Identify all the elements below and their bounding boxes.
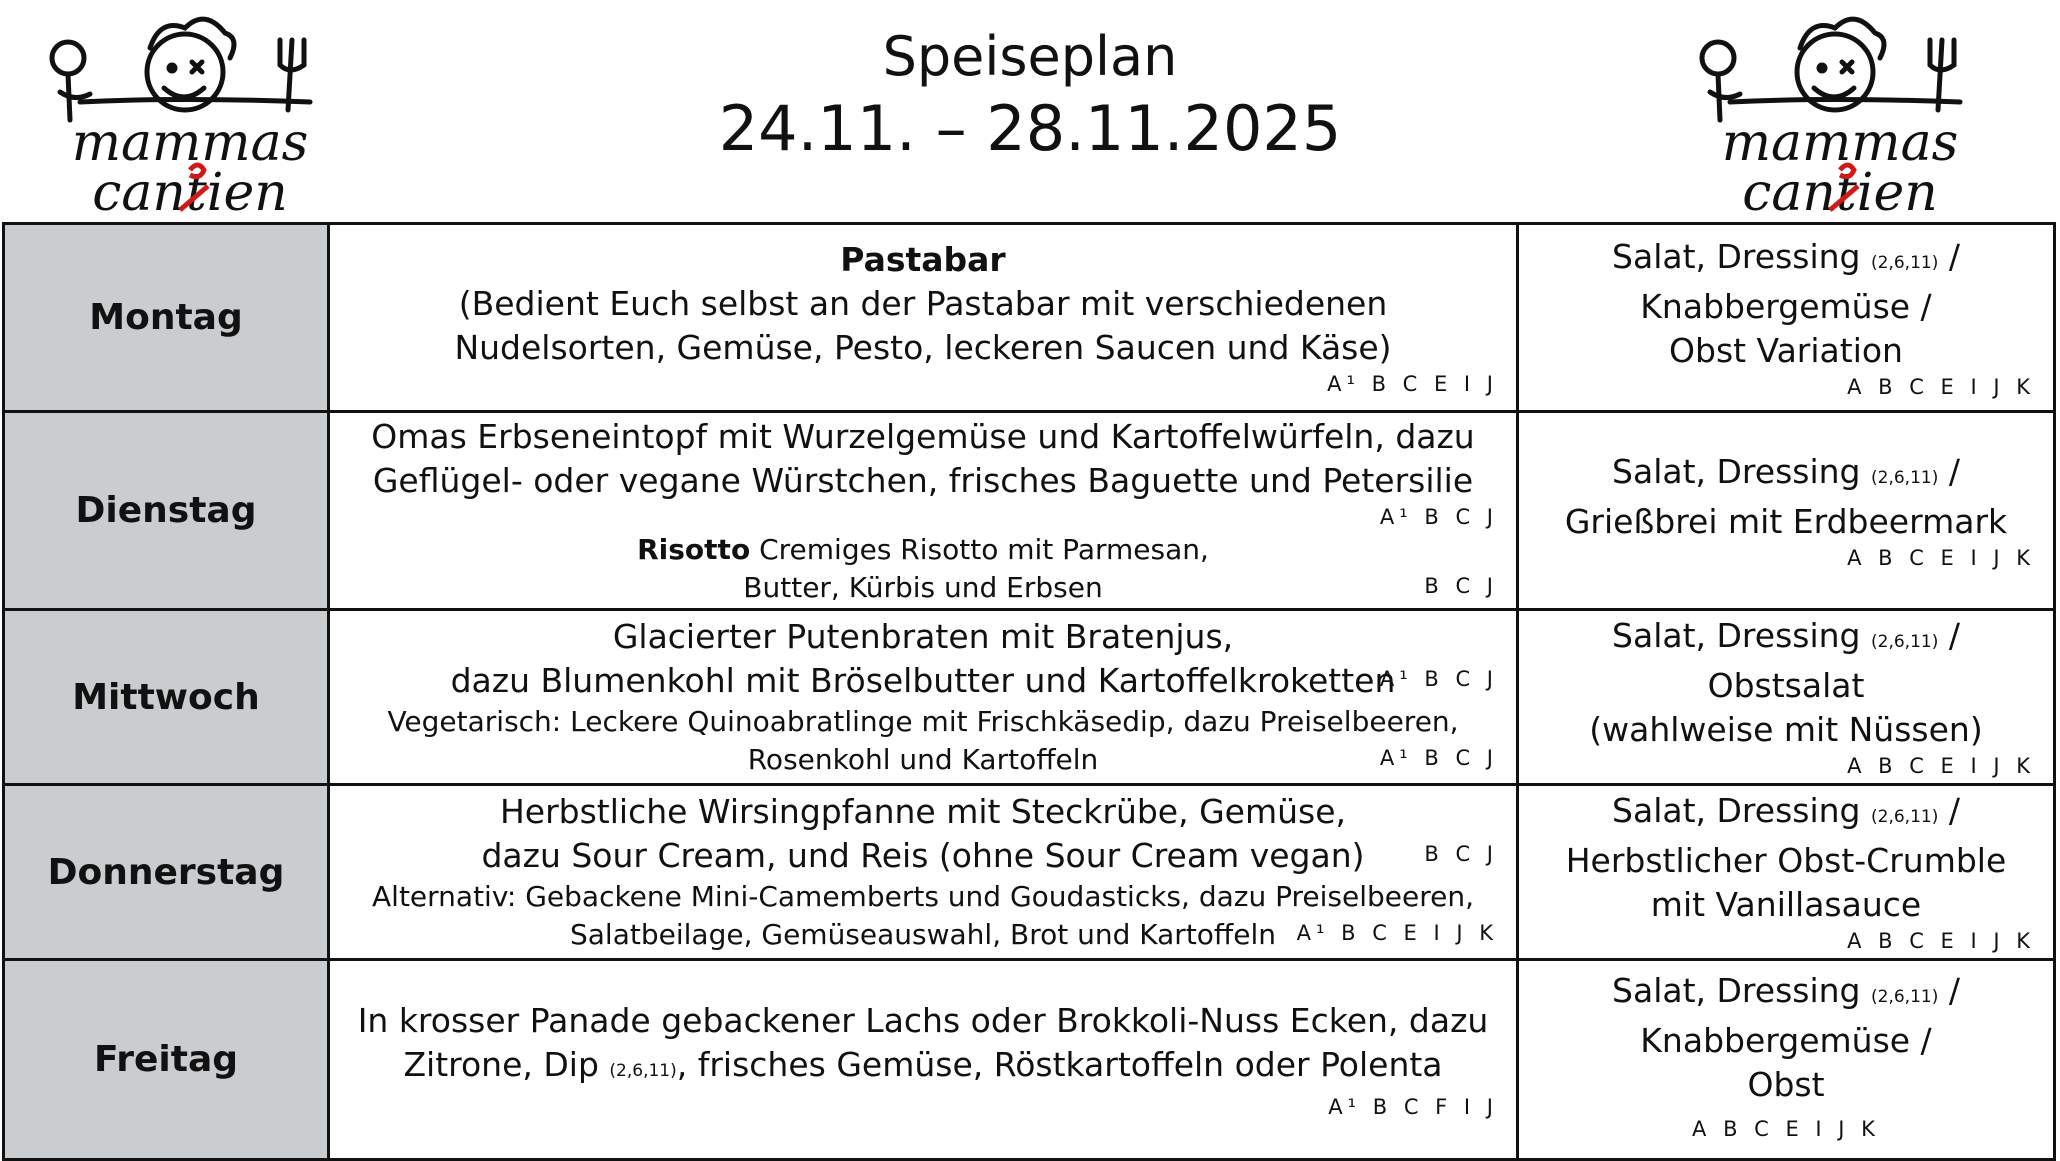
allergen-codes: A¹ B C J bbox=[1379, 746, 1498, 770]
day-label: Dienstag bbox=[4, 412, 329, 610]
allergen-codes: A B C E I J K bbox=[1847, 929, 2035, 953]
allergen-codes: A¹ B C J bbox=[1379, 504, 1498, 529]
day-label: Freitag bbox=[4, 960, 329, 1160]
side-line: (wahlweise mit Nüssen) bbox=[1589, 710, 1983, 749]
day-label: Donnerstag bbox=[4, 785, 329, 960]
dressing-codes: (2,6,11) bbox=[1871, 986, 1939, 1007]
dish-line: Omas Erbseneintopf mit Wurzelgemüse und Kartoffelwürfeln, dazu bbox=[371, 416, 1475, 456]
dressing-codes: (2,6,11) bbox=[1871, 252, 1939, 273]
alt-line: Alternativ: Gebackene Mini-Camemberts und Goudasticks, dazu Preiselbeeren, bbox=[372, 880, 1474, 913]
side-line: Knabbergemüse / bbox=[1640, 1020, 1932, 1060]
logo-figure-icon bbox=[40, 10, 340, 220]
side-dish: Salat, Dressing (2,6,11) / Knabbergemüse / Obst Variation A B C E I J K bbox=[1518, 224, 2055, 412]
allergen-codes: B C J bbox=[1424, 573, 1498, 598]
dish-line: (Bedient Euch selbst an der Pastabar mit verschiedenen bbox=[458, 283, 1388, 323]
day-label: Montag bbox=[4, 224, 329, 412]
title-block bbox=[560, 24, 1500, 168]
side-line: Salat, Dressing bbox=[1612, 791, 1861, 830]
side-line: Salat, Dressing bbox=[1612, 970, 1861, 1010]
allergen-codes: A¹ B C J bbox=[1379, 667, 1498, 691]
main-dish bbox=[329, 960, 1518, 1160]
table-row bbox=[4, 412, 2055, 610]
side-line: mit Vanillasauce bbox=[1650, 885, 1922, 924]
dish-line: Herbstliche Wirsingpfanne mit Steckrübe, Gemüse, bbox=[499, 792, 1347, 831]
side-line: Herbstlicher Obst-Crumble bbox=[1565, 841, 2007, 880]
day-label: Mittwoch bbox=[4, 610, 329, 785]
allergen-codes: A¹ B C E I J bbox=[1327, 371, 1498, 396]
table-row bbox=[4, 960, 2055, 1160]
header bbox=[0, 0, 2060, 222]
dressing-codes: (2,6,11) bbox=[1871, 467, 1939, 488]
allergen-codes: A¹ B C E I J K bbox=[1296, 921, 1498, 945]
allergen-codes: A B C E I J K bbox=[1692, 1116, 1880, 1141]
dish-line: dazu Sour Cream, und Reis (ohne Sour Cream vegan) bbox=[481, 836, 1365, 875]
table-row bbox=[4, 785, 2055, 960]
main-dish bbox=[329, 224, 1518, 412]
dish-line: Zitrone, Dip bbox=[403, 1044, 599, 1084]
side-line: Knabbergemüse / bbox=[1640, 286, 1932, 326]
side-line: Salat, Dressing bbox=[1612, 451, 1861, 491]
alt-line: Cremiges Risotto mit Parmesan, bbox=[759, 532, 1209, 566]
alt-line: Rosenkohl und Kartoffeln bbox=[747, 743, 1099, 776]
table-row bbox=[4, 224, 2055, 412]
side-dish: Salat, Dressing (2,6,11) / Obstsalat (wahlweise mit Nüssen) A B C E I J K bbox=[1518, 610, 2055, 785]
side-dish: Salat, Dressing (2,6,11) / Herbstlicher Obst-Crumble mit Vanillasauce A B C E I J K bbox=[1518, 785, 2055, 960]
dish-line: Geflügel- oder vegane Würstchen, frisches Baguette und Petersilie bbox=[372, 460, 1474, 500]
logo-figure-icon bbox=[1690, 10, 1990, 220]
allergen-codes: A¹ B C F I J bbox=[1328, 1094, 1498, 1119]
svg-text:mammas: mammas bbox=[71, 113, 309, 173]
menu-table bbox=[2, 222, 2056, 1161]
side-line: Obstsalat bbox=[1707, 666, 1865, 705]
svg-text:cantien: cantien bbox=[92, 163, 288, 220]
allergen-codes: A B C E I J K bbox=[1847, 545, 2035, 570]
dish-title: Pastabar bbox=[840, 239, 1006, 279]
side-line: Salat, Dressing bbox=[1612, 236, 1861, 276]
dip-codes: (2,6,11) bbox=[609, 1060, 677, 1081]
main-dish bbox=[329, 610, 1518, 785]
main-dish bbox=[329, 785, 1518, 960]
date-range: 24.11. – 28.11.2025 bbox=[718, 92, 1342, 165]
page-title: Speiseplan bbox=[882, 25, 1178, 88]
dressing-codes: (2,6,11) bbox=[1871, 807, 1939, 827]
table-row bbox=[4, 610, 2055, 785]
alt-line: Butter, Kürbis und Erbsen bbox=[743, 570, 1103, 604]
dish-line: , frisches Gemüse, Röstkartoffeln oder Polenta bbox=[676, 1044, 1443, 1084]
dish-line: Glacierter Putenbraten mit Bratenjus, bbox=[612, 617, 1234, 656]
side-dish: Salat, Dressing (2,6,11) / Grießbrei mit Erdbeermark A B C E I J K bbox=[1518, 412, 2055, 610]
side-line: Salat, Dressing bbox=[1612, 616, 1861, 655]
svg-text:mammas: mammas bbox=[1721, 113, 1959, 173]
side-dish: Salat, Dressing (2,6,11) / Knabbergemüse / Obst A B C E I J K bbox=[1518, 960, 2055, 1160]
dish-line: Nudelsorten, Gemüse, Pesto, leckeren Saucen und Käse) bbox=[454, 327, 1392, 367]
main-dish bbox=[329, 412, 1518, 610]
alt-title: Risotto bbox=[637, 532, 751, 566]
dressing-codes: (2,6,11) bbox=[1871, 632, 1939, 652]
dish-line: In krosser Panade gebackener Lachs oder Brokkoli-Nuss Ecken, dazu bbox=[357, 1000, 1489, 1040]
side-line: Obst Variation bbox=[1669, 330, 1903, 370]
side-line: Obst bbox=[1747, 1064, 1825, 1104]
allergen-codes: A B C E I J K bbox=[1847, 754, 2035, 778]
allergen-codes: A B C E I J K bbox=[1847, 374, 2035, 399]
logo-mammas-cantien-right bbox=[1690, 10, 1990, 220]
svg-text:cantien: cantien bbox=[1742, 163, 1938, 220]
alt-line: Vegetarisch: Leckere Quinoabratlinge mit Frischkäsedip, dazu Preiselbeeren, bbox=[387, 705, 1459, 738]
alt-line: Salatbeilage, Gemüseauswahl, Brot und Kartoffeln bbox=[570, 918, 1276, 951]
logo-mammas-cantien bbox=[40, 10, 340, 220]
side-line: Grießbrei mit Erdbeermark bbox=[1564, 501, 2008, 541]
allergen-codes: B C J bbox=[1424, 842, 1498, 866]
dish-line: dazu Blumenkohl mit Bröselbutter und Kartoffelkroketten bbox=[450, 661, 1396, 700]
